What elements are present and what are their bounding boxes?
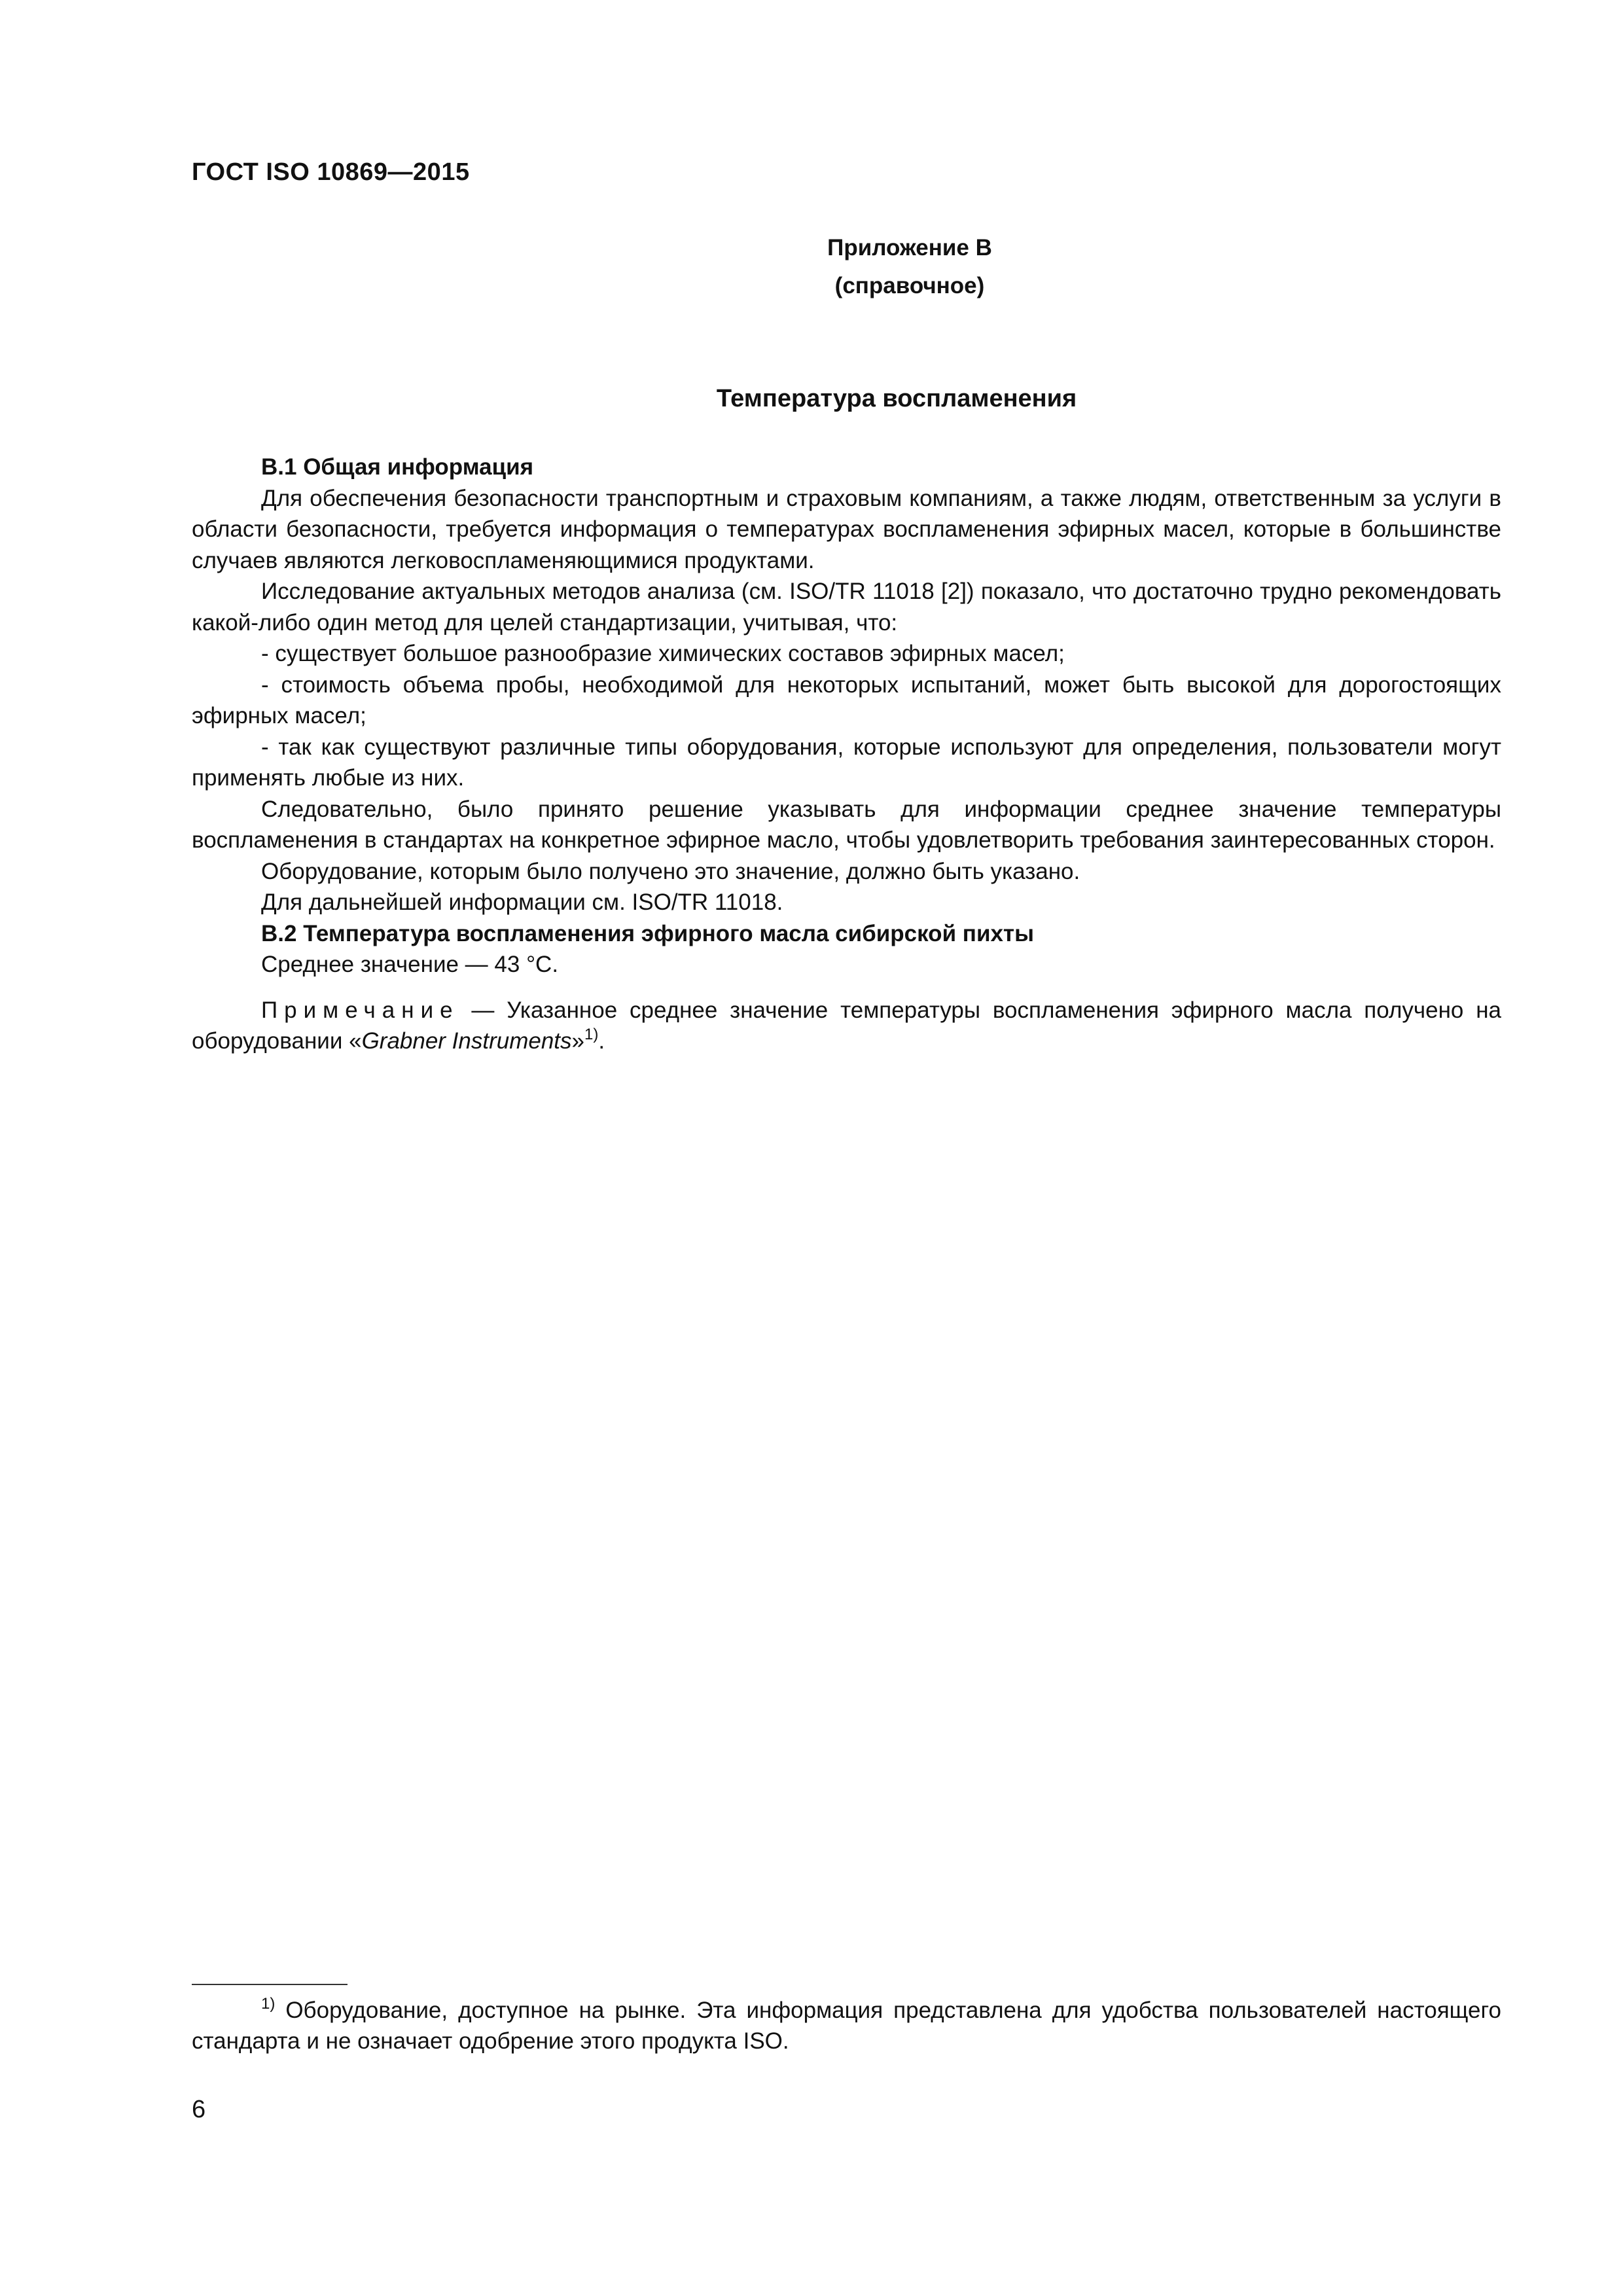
note-end: . <box>598 1028 605 1054</box>
footnote-marker: 1) <box>261 1995 276 2013</box>
section-b1-heading: В.1 Общая информация <box>261 454 534 480</box>
paragraph: Исследование актуальных методов анализа (см. ISO/TR 11018 [2]) показало, что достаточно трудно рекомендовать какой-либо один метод для целей стандартизации, учитывая, что: <box>192 579 1501 636</box>
note-text: — Указанное среднее значение температуры воспламенения эфирного масла получено на оборудовании « <box>192 997 1501 1054</box>
list-item: - существует большое разнообразие химических составов эфирных масел; <box>261 641 1065 666</box>
annex-label: Приложение В <box>827 235 992 260</box>
annex-title: Температура воспламенения <box>716 385 1077 412</box>
note-label: Примечание <box>261 997 459 1023</box>
footnote-separator <box>192 1984 348 1985</box>
paragraph: Следовательно, было принято решение указывать для информации среднее значение температуры воспламенения в стандартах на конкретное эфирное масло, чтобы удовлетворить требования заинтересованных сторон. <box>192 796 1501 853</box>
paragraph: Для дальнейшей информации см. ISO/TR 11018. <box>261 889 783 915</box>
paragraph: Оборудование, которым было получено это значение, должно быть указано. <box>261 858 1080 884</box>
note-quote-close: » <box>571 1028 584 1054</box>
annex-label-block <box>654 229 1165 305</box>
footnote-text: Оборудование, доступное на рынке. Эта информация представлена для удобства пользователей настоящего стандарта и не означает одобрение этого продукта ISO. <box>192 1998 1501 2054</box>
value-statement: Среднее значение — 43 °С. <box>261 952 559 977</box>
page-number: 6 <box>192 2096 206 2123</box>
equipment-name: Grabner Instruments <box>361 1028 572 1054</box>
list-item: - стоимость объема пробы, необходимой для некоторых испытаний, может быть высокой для дорогостоящих эфирных масел; <box>192 672 1501 728</box>
document-body <box>192 452 1501 1057</box>
paragraph: Для обеспечения безопасности транспортным и страховым компаниям, а также людям, ответственным за услуги в области безопасности, требуется информация о температурах воспламенения эфирных масел, которые в большинстве случаев являются легковоспламеняющимися продуктами. <box>192 485 1501 573</box>
footnote <box>192 1995 1501 2056</box>
footnote-reference: 1) <box>584 1026 599 1043</box>
section-b2-heading: В.2 Температура воспламенения эфирного масла сибирской пихты <box>261 920 1034 946</box>
note <box>192 995 1501 1057</box>
annex-type: (справочное) <box>834 273 985 298</box>
document-header: ГОСТ ISO 10869—2015 <box>192 158 470 186</box>
list-item: - так как существуют различные типы оборудования, которые используют для определения, пользователи могут применять любые из них. <box>192 734 1501 791</box>
